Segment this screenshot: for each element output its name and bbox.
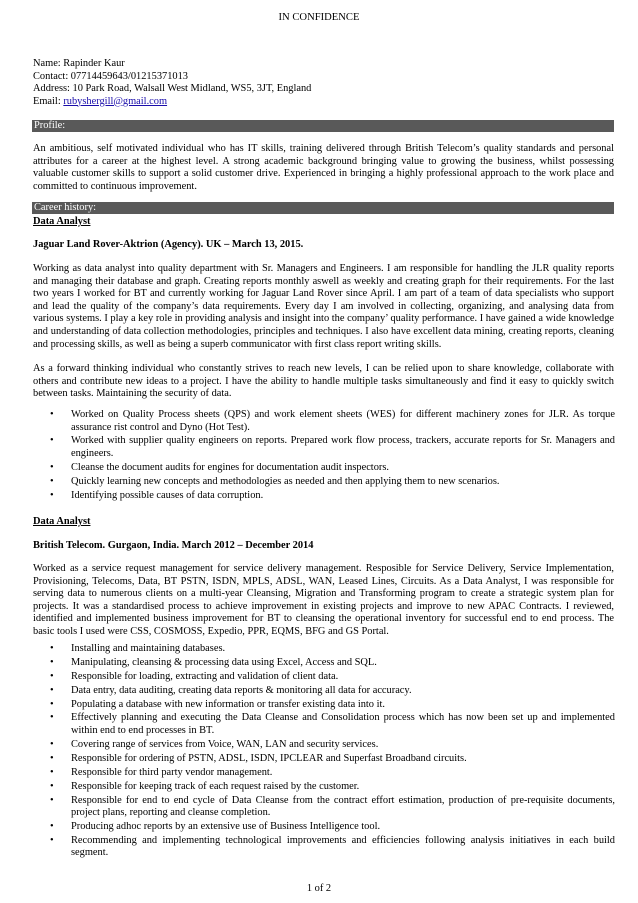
list-item: • Manipulating, cleansing & processing data using Excel, Access and SQL. bbox=[33, 657, 615, 670]
job1-paragraph-1: Working as data analyst into quality department with Sr. Managers and Engineers. I am responsible for handling the JLR quality reports and managing their database and graph. Creating reports monthly aswell as weekly and creating graph for their requirements. For the last two years I worked for BT and currently working for Jaguar Land Rover since April. I am part of a team of data specialists who support and lead the quality of the company’s data requirements. Every day I am involved in collecting, organizing, and analysing data from various systems. I play a key role in providing analysis and insight into the company’ quality performance. I have gained a wide knowledge and understanding of data collection methodologies, principles and techniques. I also have excellent data mining, creating reports, cleaning and processing skills, as well as being a superb communicator with first class report writing skills. bbox=[33, 263, 614, 350]
list-item: • Responsible for keeping track of each request raised by the customer. bbox=[33, 781, 615, 794]
contact-phone: Contact: 07714459643/01215371013 bbox=[33, 70, 188, 82]
list-item: • Responsible for end to end cycle of Data Cleanse from the contract effort estimation, production of pre-requisite documents, project plans, reporting and cleanse completion. bbox=[33, 795, 615, 820]
job1-bullet-list bbox=[33, 409, 615, 504]
list-item: • Recommending and implementing technological improvements and efficiencies following analysis initiatives in each build segment. bbox=[33, 835, 615, 860]
contact-email-line bbox=[33, 96, 613, 109]
page-number: 1 of 2 bbox=[306, 883, 332, 894]
list-item: • Worked with supplier quality engineers on reports. Prepared work flow process, trackers, accurate reports for Sr. Managers and engineers. bbox=[33, 435, 615, 460]
list-item: • Responsible for ordering of PSTN, ADSL, ISDN, IPCLEAR and Superfast Broadband circuits. bbox=[33, 753, 615, 766]
contact-address: Address: 10 Park Road, Walsall West Midland, WS5, 3JT, England bbox=[33, 83, 312, 94]
list-item: • Worked on Quality Process sheets (QPS) and work element sheets (WES) for different machinery zones for JLR. As torque assurance rist control and Dyno (Hot Test). bbox=[33, 409, 615, 434]
job1-role-heading: Data Analyst bbox=[33, 216, 91, 227]
list-item: • Identifying possible causes of data corruption. bbox=[33, 490, 615, 503]
job2-paragraph-1: Worked as a service request management for service delivery management. Resposible for Service Delivery, Service Implementation, Provisioning, Telecoms, Data, BT PSTN, ISDN, MPLS, ADSL, WAN, Leased Lines, Circuits. As a Data Analyst, I was responsible for serving data to numerous clients on a multi-year Cleansing, Migration and Transforming program to create a strategic system plan for projects. It was a standardised process to achieve improvement in existing projects and improve to new APAC Contracts. I reviewed, identified and implemented business improvement for BT to cleansing the operational inventory for successful end to end process. The basic tools I used were CSS, COSMOSS, Expedio, PPR, EQMS, BFG and GS Portal. bbox=[33, 563, 614, 637]
contact-name: Name: Rapinder Kaur bbox=[33, 58, 125, 69]
list-item: • Installing and maintaining databases. bbox=[33, 643, 615, 656]
profile-text: An ambitious, self motivated individual who has IT skills, training delivered through British Telecom’s quality standards and personal attributes for a career at the highest level. A strong academic background bringing value to growing the business, whilst possessing valuable customer skills to support a solid customer drive. Experienced in bringing a highly professional approach to the work place and committed to continuous improvement. bbox=[33, 143, 614, 192]
job1-paragraph-2: As a forward thinking individual who constantly strives to reach new levels, I can be relied upon to share knowledge, collaborate with others and contribute new ideas to a project. I have the ability to handle multiple tasks simultaneously and find it easy to quickly switch between tasks. Maintaining the security of data. bbox=[33, 363, 614, 400]
list-item: • Populating a database with new information or transfer existing data into it. bbox=[33, 699, 615, 712]
list-item: • Responsible for loading, extracting and validation of client data. bbox=[33, 671, 615, 684]
job2-role-heading: Data Analyst bbox=[33, 516, 91, 527]
job1-company-heading: Jaguar Land Rover-Aktrion (Agency). UK – March 13, 2015. bbox=[33, 239, 304, 250]
job2-bullet-list bbox=[33, 643, 615, 861]
page-header: IN CONFIDENCE bbox=[278, 12, 360, 23]
list-item: • Quickly learning new concepts and methodologies as needed and then applying them to new scenarios. bbox=[33, 476, 615, 489]
list-item: • Covering range of services from Voice, WAN, LAN and security services. bbox=[33, 739, 615, 752]
email-prefix: Email: bbox=[33, 95, 64, 107]
profile-section-bar: Profile: bbox=[32, 120, 614, 132]
email-link[interactable]: rubyshergill@gmail.com bbox=[63, 95, 168, 107]
list-item: • Data entry, data auditing, creating data reports & monitoring all data for accuracy. bbox=[33, 685, 615, 698]
job2-company-heading: British Telecom. Gurgaon, India. March 2012 – December 2014 bbox=[33, 540, 314, 551]
career-section-bar: Career history: bbox=[32, 202, 614, 214]
list-item: • Responsible for third party vendor management. bbox=[33, 767, 615, 780]
list-item: • Producing adhoc reports by an extensive use of Business Intelligence tool. bbox=[33, 821, 615, 834]
contact-block bbox=[33, 58, 613, 108]
list-item: • Cleanse the document audits for engines for documentation audit inspectors. bbox=[33, 462, 615, 475]
list-item: • Effectively planning and executing the Data Cleanse and Consolidation process which has now been set up and implemented within end to end processes in BT. bbox=[33, 712, 615, 737]
